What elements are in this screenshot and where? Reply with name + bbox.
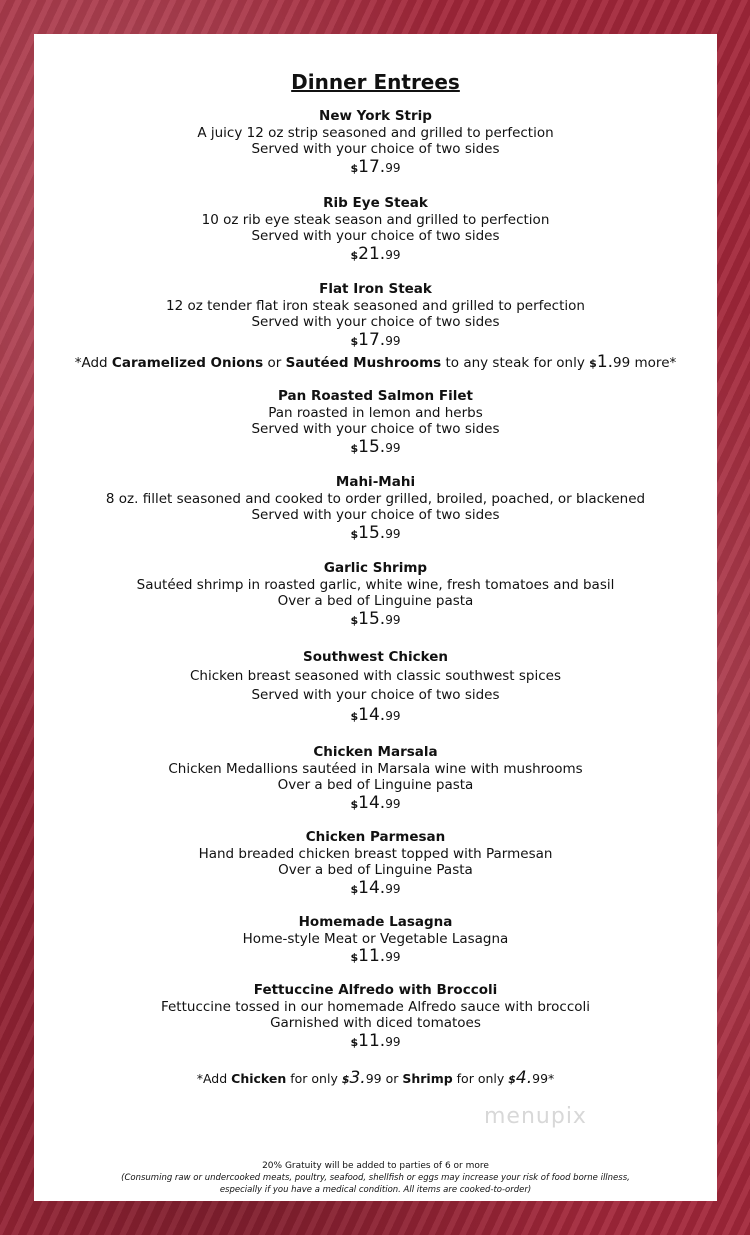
- entree-name: Homemade Lasagna: [298, 914, 453, 930]
- entree-item: [34, 560, 717, 629]
- entree-item: [34, 744, 717, 813]
- entree-item: [34, 108, 717, 177]
- price-dollars: 11.: [358, 1030, 386, 1051]
- currency-symbol: $: [350, 1035, 359, 1049]
- entree-description: Pan roasted in lemon and herbs: [268, 404, 483, 421]
- currency-symbol: $: [350, 882, 359, 896]
- steak-addon-note: *Add Caramelized Onions or Sautéed Mushrooms to any steak for only $1.99 more*: [74, 352, 677, 372]
- entree-description: Sautéed shrimp in roasted garlic, white wine, fresh tomatoes and basil: [136, 576, 615, 593]
- entree-name: Chicken Parmesan: [305, 829, 446, 845]
- price-dollars: 17.: [358, 156, 386, 177]
- pasta-addon-note: *Add Chicken for only $3.99 or Shrimp for only $4.99*: [196, 1068, 555, 1088]
- entree-description: Chicken breast seasoned with classic southwest spices: [190, 668, 561, 684]
- menupix-watermark: menupix: [484, 1104, 587, 1129]
- entree-name: Mahi-Mahi: [335, 474, 416, 490]
- price-cents: 99: [385, 709, 401, 723]
- entree-name: Chicken Marsala: [313, 744, 438, 760]
- disclaimer-line-2: especially if you have a medical condition. All items are cooked-to-order): [219, 1185, 532, 1195]
- price-dollars: 21.: [358, 243, 386, 264]
- entree-item: [34, 195, 717, 264]
- currency-symbol: $: [350, 951, 359, 964]
- entree-description: Home-style Meat or Vegetable Lasagna: [242, 930, 509, 947]
- entree-item: [34, 281, 717, 350]
- currency-symbol: $: [350, 527, 359, 541]
- currency-symbol: $: [350, 248, 359, 262]
- entree-name: Flat Iron Steak: [319, 281, 432, 297]
- entree-item: [34, 648, 717, 726]
- gratuity-note: 20% Gratuity will be added to parties of 6 or more: [262, 1161, 489, 1171]
- price-cents: 99: [385, 796, 401, 811]
- entree-sides: Served with your choice of two sides: [251, 228, 500, 244]
- page-title: Dinner Entrees: [291, 70, 460, 94]
- entree-sides: Over a bed of Linguine Pasta: [278, 862, 473, 878]
- entree-price: [34, 522, 717, 544]
- entree-price: [34, 329, 717, 351]
- entree-name: Garlic Shrimp: [323, 560, 428, 576]
- entree-description: 8 oz. fillet seasoned and cooked to order grilled, broiled, poached, or blackened: [105, 490, 646, 507]
- entree-name: Fettuccine Alfredo with Broccoli: [253, 982, 498, 998]
- entree-price: [34, 792, 717, 814]
- entree-description: Fettuccine tossed in our homemade Alfredo sauce with broccoli: [160, 998, 591, 1015]
- menu-page: [34, 34, 717, 1201]
- currency-symbol: $: [350, 161, 359, 175]
- entree-name: Rib Eye Steak: [323, 195, 428, 211]
- entree-sides: Over a bed of Linguine pasta: [277, 593, 474, 609]
- price-cents: 99: [385, 950, 401, 964]
- price-cents: 99: [385, 160, 401, 175]
- price-cents: 99: [385, 526, 401, 541]
- price-dollars: 11.: [358, 946, 386, 966]
- entree-price: [34, 608, 717, 630]
- price-cents: 99: [385, 247, 401, 262]
- price-cents: 99: [385, 440, 401, 455]
- entree-item: [34, 914, 717, 967]
- entree-description: A juicy 12 oz strip seasoned and grilled to perfection: [197, 124, 554, 141]
- entree-item: [34, 982, 717, 1051]
- entree-item: [34, 474, 717, 543]
- disclaimer-line-1: (Consuming raw or undercooked meats, poultry, seafood, shellfish or eggs may increase your risk of food borne illness,: [121, 1173, 630, 1183]
- entree-sides: Served with your choice of two sides: [251, 507, 500, 523]
- entree-sides: Served with your choice of two sides: [251, 141, 500, 157]
- entree-price: [34, 706, 717, 726]
- entree-sides: Served with your choice of two sides: [251, 687, 500, 703]
- entree-price: [34, 436, 717, 458]
- entree-description: 12 oz tender flat iron steak seasoned and grilled to perfection: [166, 297, 585, 314]
- entree-item: [34, 388, 717, 457]
- currency-symbol: $: [350, 797, 359, 811]
- currency-symbol: $: [350, 334, 359, 348]
- entree-item: [34, 829, 717, 898]
- price-cents: 99: [385, 333, 401, 348]
- price-cents: 99: [385, 612, 401, 627]
- entree-description: 10 oz rib eye steak season and grilled to perfection: [201, 211, 550, 228]
- price-dollars: 14.: [358, 877, 386, 898]
- currency-symbol: $: [350, 710, 359, 723]
- entree-name: Southwest Chicken: [302, 649, 449, 665]
- entree-price: [34, 948, 717, 967]
- currency-symbol: $: [350, 613, 359, 627]
- price-dollars: 17.: [358, 329, 386, 350]
- price-cents: 99: [385, 881, 401, 896]
- entree-name: Pan Roasted Salmon Filet: [278, 388, 473, 404]
- price-dollars: 14.: [358, 792, 386, 813]
- footer: [34, 1160, 717, 1196]
- price-dollars: 14.: [358, 705, 386, 725]
- entree-description: Hand breaded chicken breast topped with Parmesan: [198, 845, 553, 862]
- entree-name: New York Strip: [319, 108, 432, 124]
- entree-price: [34, 156, 717, 178]
- entree-sides: Over a bed of Linguine pasta: [277, 777, 474, 793]
- entree-sides: Served with your choice of two sides: [251, 421, 500, 437]
- price-dollars: 15.: [358, 522, 386, 543]
- price-cents: 99: [385, 1034, 401, 1049]
- entree-sides: Garnished with diced tomatoes: [270, 1015, 481, 1031]
- entree-price: [34, 1030, 717, 1052]
- price-dollars: 15.: [358, 436, 386, 457]
- entree-description: Chicken Medallions sautéed in Marsala wine with mushrooms: [168, 760, 583, 777]
- price-dollars: 15.: [358, 608, 386, 629]
- currency-symbol: $: [350, 441, 359, 455]
- entree-price: [34, 243, 717, 265]
- entree-price: [34, 877, 717, 899]
- entree-sides: Served with your choice of two sides: [251, 314, 500, 330]
